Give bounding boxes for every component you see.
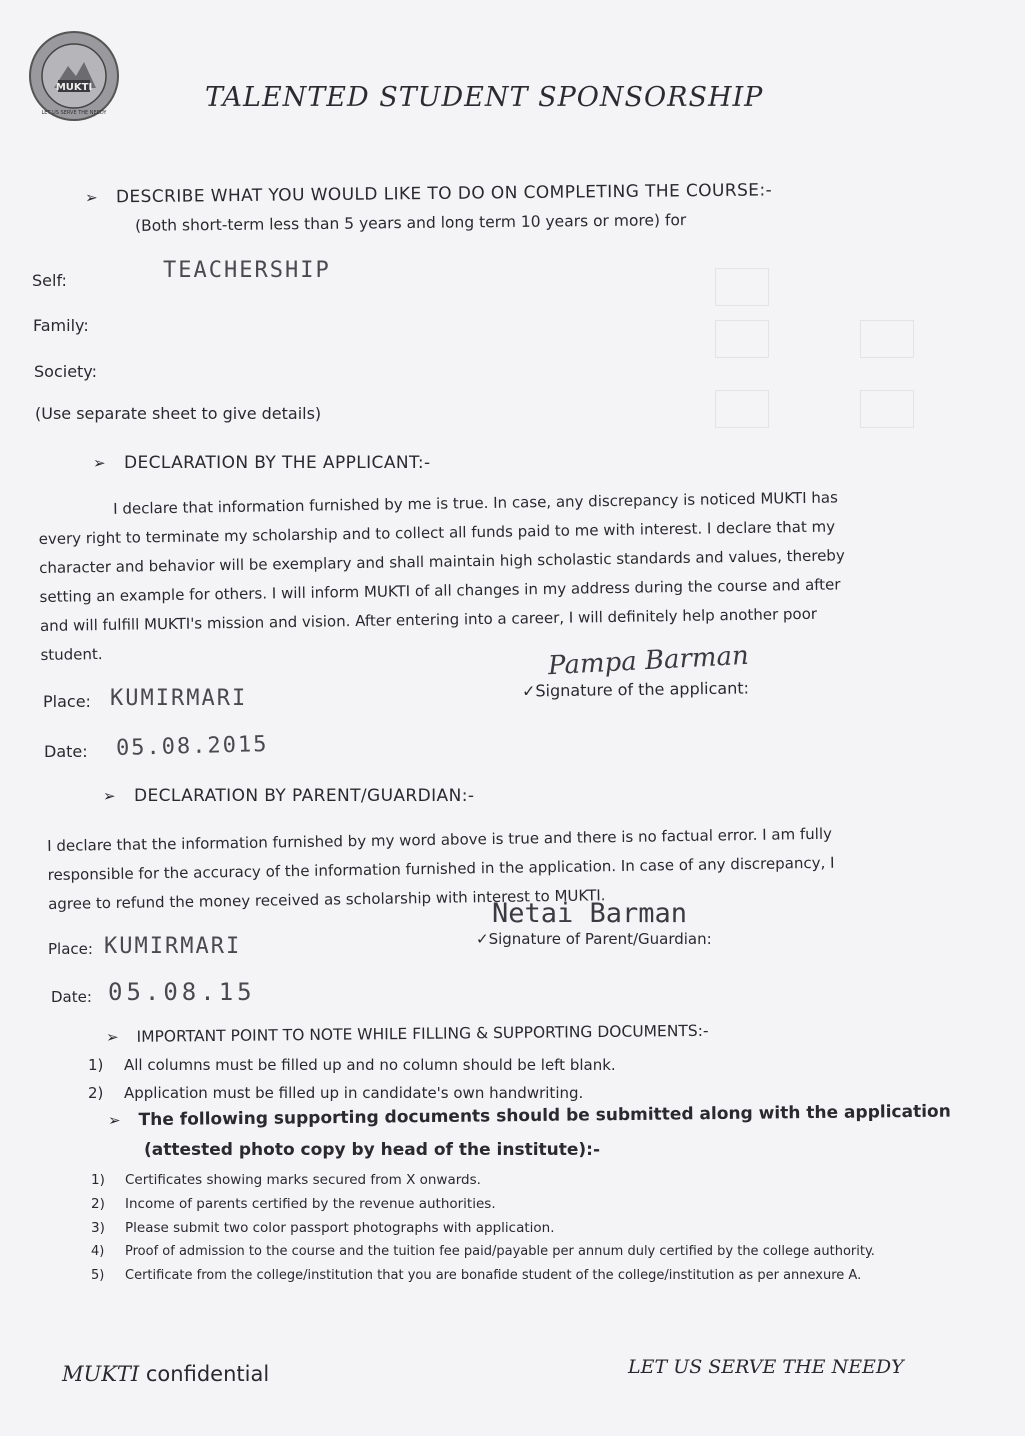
item-number: 1) — [91, 1172, 105, 1188]
check-mark-icon: ✓ — [521, 681, 536, 701]
applicant-place-label: Place: — [43, 692, 91, 711]
point-text: Application must be filled up in candidate's own handwriting. — [124, 1084, 584, 1102]
mukti-logo — [28, 30, 120, 122]
applicant-line: character and behavior will be exemplary and shall maintain high scholastic standards and values, thereby — [38, 546, 845, 577]
section-describe-heading — [85, 180, 772, 207]
point-number: 1) — [88, 1056, 104, 1074]
applicant-date-value: 05.08.2015 — [115, 732, 269, 761]
arrow-bullet-icon: ➢ — [107, 1111, 121, 1130]
guardian-line: agree to refund the money received as scholarship with interest to MUKTI. — [47, 886, 606, 913]
guardian-signature-label-group — [476, 930, 712, 948]
documents-heading-line2: (attested photo copy by head of the institute):- — [144, 1140, 601, 1160]
guardian-heading-text: DECLARATION BY PARENT/GUARDIAN:- — [133, 786, 475, 806]
item-number: 5) — [91, 1268, 105, 1283]
applicant-date-label: Date: — [44, 742, 88, 761]
point-number: 2) — [88, 1084, 104, 1102]
item-text: Please submit two color passport photographs with application. — [125, 1220, 555, 1236]
guardian-line: responsible for the accuracy of the information furnished in the application. In case of any discrepancy, I — [47, 853, 835, 884]
document-item — [91, 1196, 496, 1212]
document-item — [91, 1220, 555, 1236]
separate-sheet-note: (Use separate sheet to give details) — [35, 404, 322, 423]
society-label: Society: — [34, 362, 97, 381]
guardian-declaration-text — [47, 820, 835, 919]
item-number: 2) — [91, 1196, 105, 1212]
applicant-declaration-heading — [93, 453, 431, 473]
applicant-heading-text: DECLARATION BY THE APPLICANT:- — [123, 453, 431, 473]
item-number: 3) — [91, 1220, 105, 1236]
item-text: Income of parents certified by the revenue authorities. — [125, 1196, 496, 1212]
self-value: TEACHERSHIP — [163, 258, 331, 283]
bleed-through-box — [715, 320, 769, 358]
document-item — [91, 1172, 481, 1188]
bleed-through-box — [715, 390, 769, 428]
bleed-through-box — [860, 390, 914, 428]
applicant-place-value: KUMIRMARI — [110, 686, 248, 711]
self-label: Self: — [32, 271, 67, 290]
footer-confidential — [62, 1362, 269, 1386]
footer-brand: MUKTI — [62, 1362, 140, 1386]
bleed-through-box — [715, 268, 769, 306]
important-point-1 — [88, 1056, 616, 1074]
guardian-date-value: 05.08.15 — [108, 978, 256, 1006]
family-label: Family: — [33, 316, 89, 335]
item-text: Proof of admission to the course and the tuition fee paid/payable per annum duly certified by the college authority. — [125, 1244, 875, 1259]
item-text: Certificate from the college/institution that you are bonafide student of the college/institution as per annexure A. — [125, 1268, 862, 1283]
item-number: 4) — [91, 1244, 105, 1259]
point-text: All columns must be filled up and no column should be left blank. — [124, 1056, 616, 1074]
arrow-bullet-icon: ➢ — [103, 787, 116, 805]
guardian-place-label: Place: — [48, 940, 93, 958]
guardian-signature: Netai Barman — [492, 898, 688, 929]
applicant-signature-label: Signature of the applicant: — [535, 678, 750, 701]
guardian-declaration-heading — [103, 786, 474, 806]
applicant-signature-label-group — [522, 678, 749, 700]
bleed-through-box — [860, 320, 914, 358]
item-text: Certificates showing marks secured from X onwards. — [125, 1172, 481, 1188]
important-point-2 — [88, 1084, 583, 1102]
arrow-bullet-icon: ➢ — [93, 454, 106, 472]
logo-ring-text: LET US SERVE THE NEEDY — [41, 110, 107, 116]
guardian-date-label: Date: — [51, 988, 92, 1006]
logo-text: MUKTI — [55, 82, 93, 93]
important-points-heading — [106, 1022, 709, 1046]
guardian-line: I declare that the information furnished by my word above is true and there is no factual error. I am fully — [47, 824, 833, 855]
check-mark-icon: ✓ — [476, 930, 489, 948]
applicant-line: setting an example for others. I will inform MUKTI of all changes in my address during the course and after — [39, 575, 841, 606]
documents-heading — [108, 1102, 951, 1131]
describe-heading-text: DESCRIBE WHAT YOU WOULD LIKE TO DO ON COMPLETING THE COURSE:- — [115, 180, 773, 208]
page-title: TALENTED STUDENT SPONSORSHIP — [205, 82, 764, 113]
document-item — [91, 1268, 861, 1283]
guardian-place-value: KUMIRMARI — [104, 934, 242, 959]
arrow-bullet-icon: ➢ — [105, 1028, 119, 1047]
guardian-signature-label: Signature of Parent/Guardian: — [488, 930, 712, 948]
footer-confidential-text: confidential — [145, 1362, 270, 1386]
important-heading-text: IMPORTANT POINT TO NOTE WHILE FILLING & SUPPORTING DOCUMENTS:- — [136, 1021, 709, 1046]
applicant-line: and will fulfill MUKTI's mission and vision. After entering into a career, I will definitely help another poor — [39, 604, 818, 635]
arrow-bullet-icon: ➢ — [84, 188, 99, 207]
applicant-line: student. — [40, 645, 103, 664]
applicant-signature: Pampa Barman — [547, 640, 750, 682]
document-item — [91, 1244, 875, 1259]
applicant-line: every right to terminate my scholarship and to collect all funds paid to me with interest. I declare that my — [38, 517, 836, 548]
describe-subheading: (Both short-term less than 5 years and long term 10 years or more) for — [134, 211, 687, 235]
footer-motto: LET US SERVE THE NEEDY — [628, 1356, 904, 1378]
documents-heading-line1: The following supporting documents should be submitted along with the application — [138, 1101, 951, 1131]
applicant-line: I declare that information furnished by me is true. In case, any discrepancy is noticed MUKTI has — [113, 488, 838, 518]
